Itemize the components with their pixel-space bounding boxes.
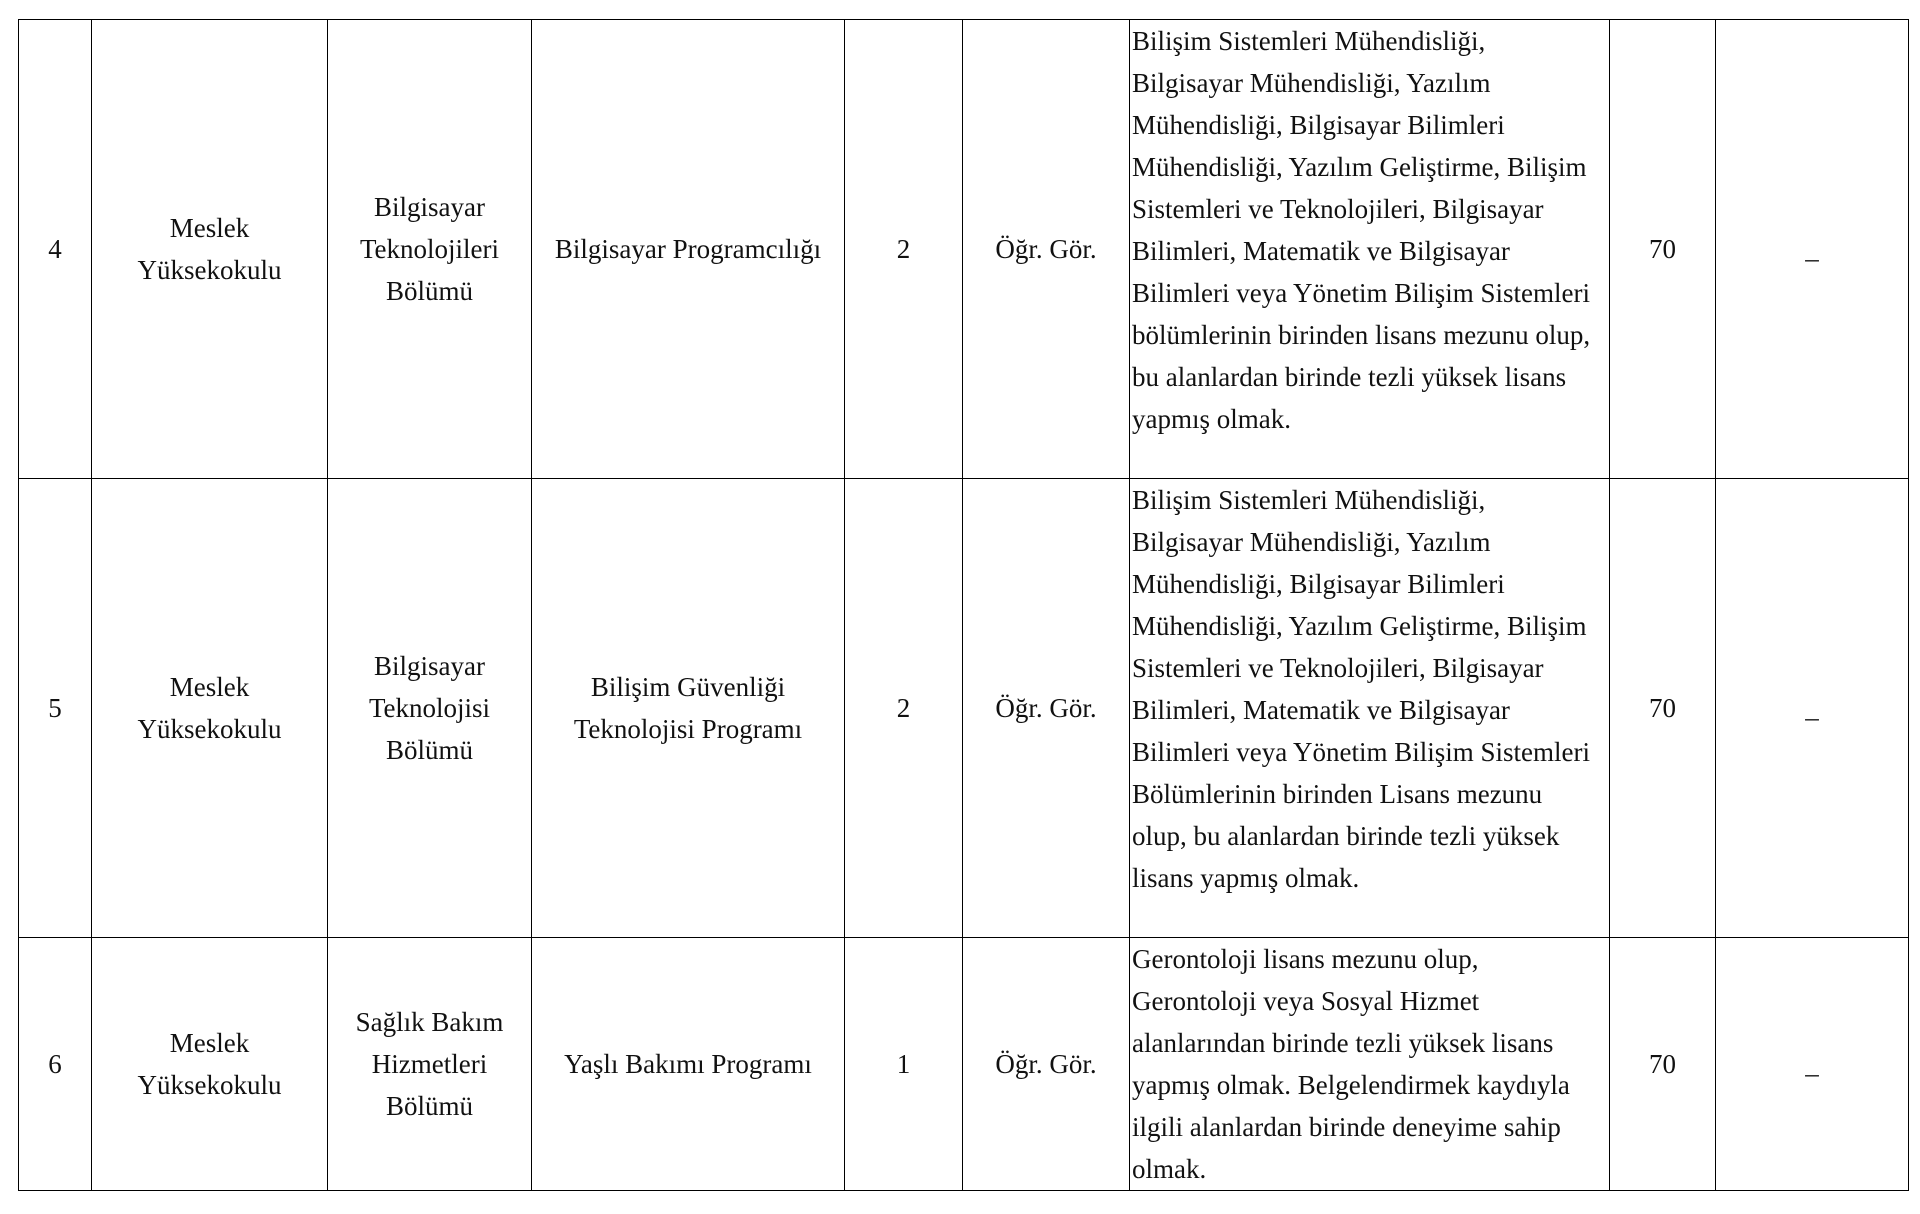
positions-table <box>18 19 1909 1191</box>
position-count-cell: 2 <box>845 20 963 479</box>
score-cell: 70 <box>1610 479 1716 938</box>
department-cell: Bilgisayar Teknolojileri Bölümü <box>328 20 532 479</box>
program-cell: Bilgisayar Programcılığı <box>532 20 845 479</box>
title-cell: Öğr. Gör. <box>963 479 1130 938</box>
extra-cell: _ <box>1716 20 1909 479</box>
extra-cell: _ <box>1716 938 1909 1191</box>
requirements-cell: Bilişim Sistemleri Mühendisliği, Bilgisayar Mühendisliği, Yazılım Mühendisliği, Bilgisayar Bilimleri Mühendisliği, Yazılım Geliştirme, Bilişim Sistemleri ve Teknolojileri, Bilgisayar Bilimleri, Matematik ve Bilgisayar Bilimleri veya Yönetim Bilişim Sistemleri bölümlerinin birinden lisans mezunu olup, bu alanlardan birinde tezli yüksek lisans yapmış olmak. <box>1130 20 1610 479</box>
row-number: 4 <box>19 20 92 479</box>
title-cell: Öğr. Gör. <box>963 938 1130 1191</box>
row-number: 6 <box>19 938 92 1191</box>
unit-cell: Meslek Yüksekokulu <box>92 479 328 938</box>
extra-cell: _ <box>1716 479 1909 938</box>
program-cell: Bilişim Güvenliği Teknolojisi Programı <box>532 479 845 938</box>
position-count-cell: 1 <box>845 938 963 1191</box>
requirements-cell: Gerontoloji lisans mezunu olup, Gerontoloji veya Sosyal Hizmet alanlarından birinde tezli yüksek lisans yapmış olmak. Belgelendirmek kaydıyla ilgili alanlardan birinde deneyime sahip olmak. <box>1130 938 1610 1191</box>
table-row <box>19 479 1909 938</box>
department-cell: Bilgisayar Teknolojisi Bölümü <box>328 479 532 938</box>
score-cell: 70 <box>1610 20 1716 479</box>
department-cell: Sağlık Bakım Hizmetleri Bölümü <box>328 938 532 1191</box>
table-row <box>19 938 1909 1191</box>
unit-cell: Meslek Yüksekokulu <box>92 938 328 1191</box>
unit-cell: Meslek Yüksekokulu <box>92 20 328 479</box>
position-count-cell: 2 <box>845 479 963 938</box>
row-number: 5 <box>19 479 92 938</box>
title-cell: Öğr. Gör. <box>963 20 1130 479</box>
program-cell: Yaşlı Bakımı Programı <box>532 938 845 1191</box>
table-row <box>19 20 1909 479</box>
requirements-cell: Bilişim Sistemleri Mühendisliği, Bilgisayar Mühendisliği, Yazılım Mühendisliği, Bilgisayar Bilimleri Mühendisliği, Yazılım Geliştirme, Bilişim Sistemleri ve Teknolojileri, Bilgisayar Bilimleri, Matematik ve Bilgisayar Bilimleri veya Yönetim Bilişim Sistemleri Bölümlerinin birinden Lisans mezunu olup, bu alanlardan birinde tezli yüksek lisans yapmış olmak. <box>1130 479 1610 938</box>
score-cell: 70 <box>1610 938 1716 1191</box>
